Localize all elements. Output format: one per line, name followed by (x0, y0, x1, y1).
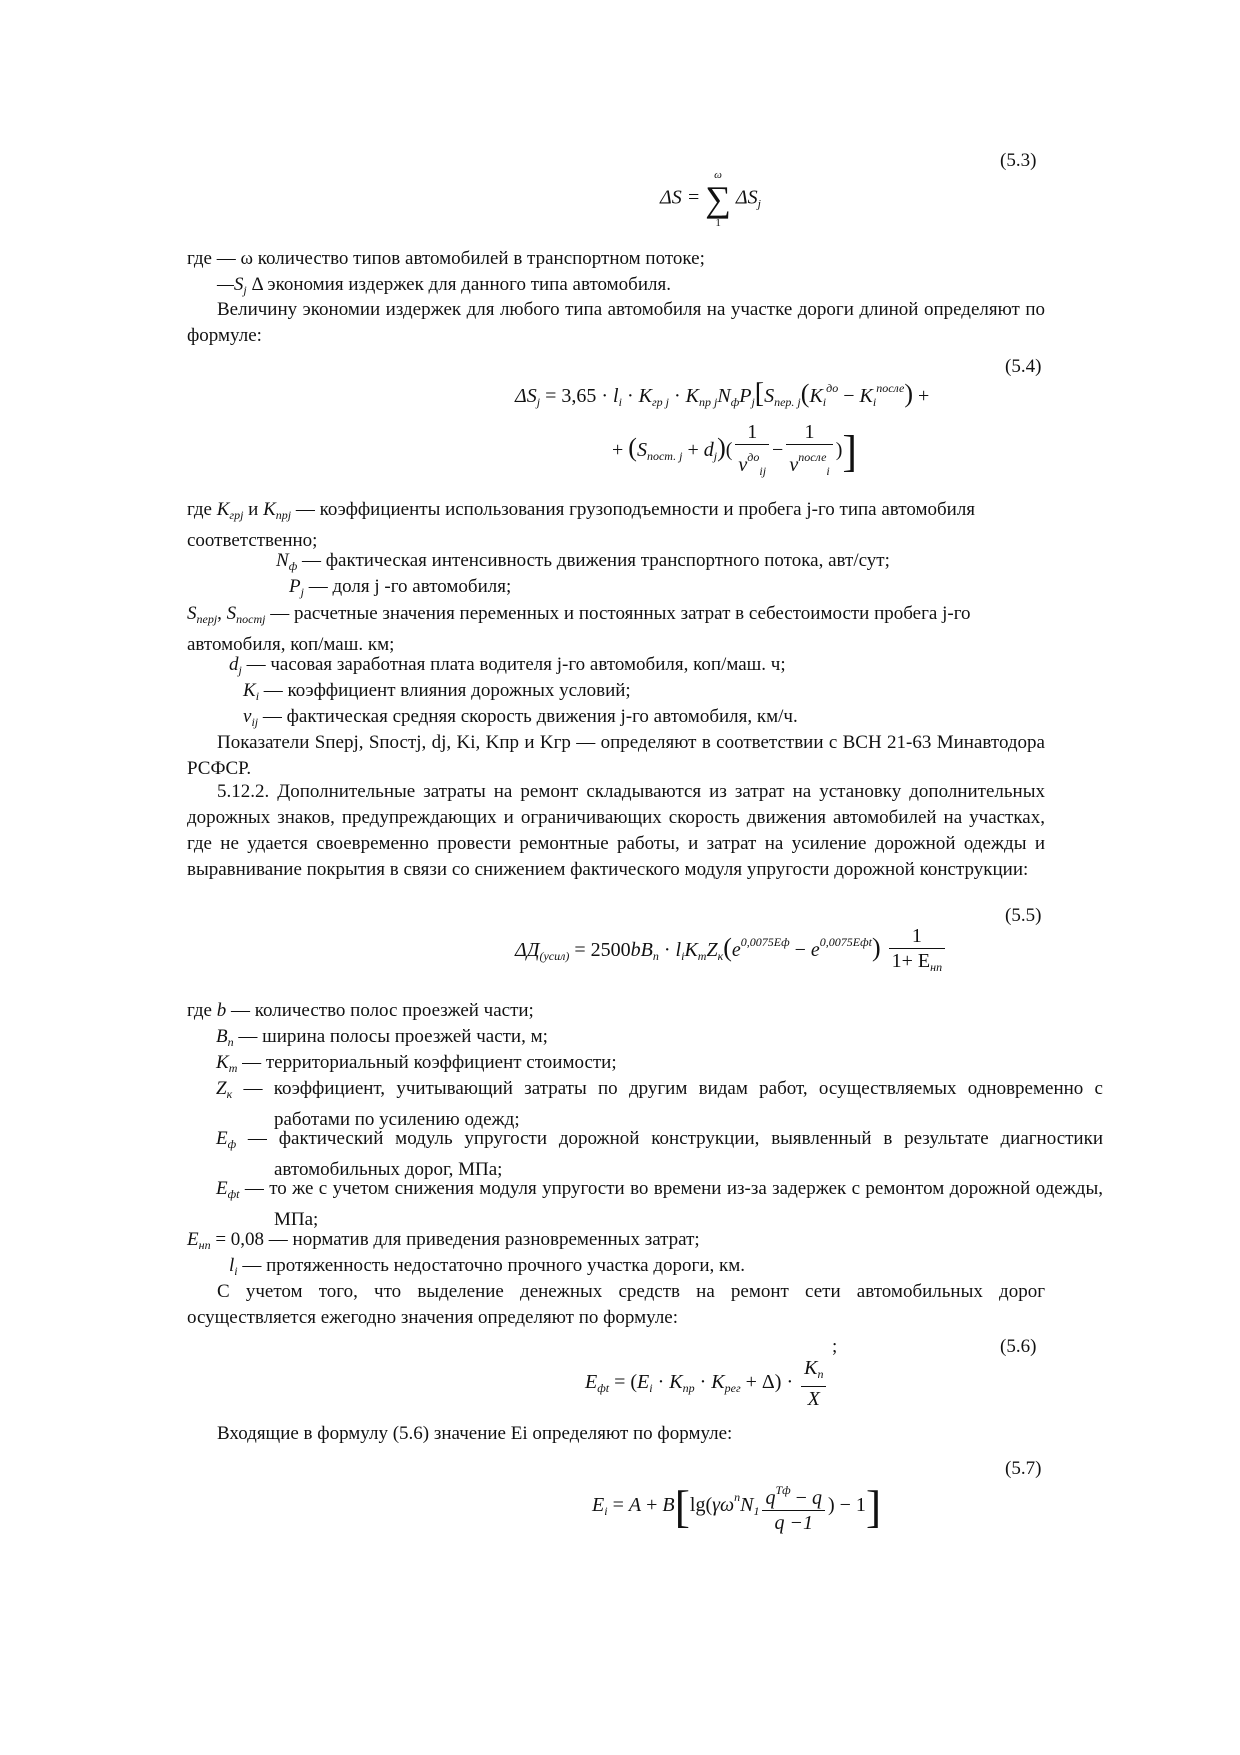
eq-number-5-7: (5.7) (1005, 1458, 1042, 1479)
sum-upper-limit: ω (714, 169, 722, 181)
where-5-3-line1: где — ω количество типов автомобилей в транспортном потоке; (187, 248, 705, 269)
paragraph-3: 5.12.2. Дополнительные затраты на ремонт складываются из затрат на установку дополнительных дорожных знаков, предупреждающих и ограничивающих скорость движения автомобилей на участках, где не удается своевременно провести ремонтные работы, и затрат на усиление дорожной одежды и выравнивание покрытия в связи со снижением фактического модуля упругости дорожной конструкции: (187, 781, 1045, 880)
where-5-4-item-1: $N_ф$ — фактическая интенсивность движения транспортного потока, авт/сут; (276, 550, 890, 573)
paragraph-1: Величину экономии издержек для любого типа автомобиля на участке дороги длиной определяют по формуле: (187, 299, 1045, 346)
eq-number-5-4: (5.4) (1005, 356, 1042, 377)
where-5-5-item-3: $Z_к$ — коэффициент, учитывающий затраты по другим видам работ, осуществляемых одновременно с работами по усилению одежд; (216, 1078, 1103, 1130)
eq-number-5-3: (5.3) (1000, 150, 1037, 171)
where-5-4-item-4: $d_j$ — часовая заработная плата водителя j-го автомобиля, коп/маш. ч; (229, 654, 786, 677)
where-5-5-item-7: $l_i$ — протяженность недостаточно прочного участка дороги, км. (229, 1255, 745, 1278)
formula-5-4-line1: $\Delta S_j = 3,65 \cdot l_i \cdot K_{гр j} \cdot K_{пр j}N_фP_j[S_{пер. j}(K_i^{до} - K_i^{после})$ + (515, 378, 930, 409)
eq-number-5-5: (5.5) (1005, 905, 1042, 926)
where-5-4-item-3: $S_{перj}$, $S_{постj}$ — расчетные значения переменных и постоянных затрат в себестоимости пробега j-го автомобиля, коп/маш. км; (187, 603, 971, 655)
where-5-5-item-2: $K_т$ — территориальный коэффициент стоимости; (216, 1052, 617, 1075)
paragraph-2: Показатели Sперj, Sпостj, dj, Ki, Kпр и Kгр — определяют в соответствии с ВСН 21-63 Минавтодора РСФСР. (187, 732, 1045, 779)
where-5-5-item-4: $E_ф$ — фактический модуль упругости дорожной конструкции, выявленный в результате диагностики автомобильных дорог, МПа; (216, 1128, 1103, 1180)
where-5-5-item-0: где b — количество полос проезжей части; (187, 1000, 534, 1021)
formula-rhs-sub: j (757, 196, 761, 211)
sum-symbol: ω ∑ 1 (705, 169, 731, 229)
where-5-4-item-0: где $K_{грj}$ и $K_{прj}$ — коэффициенты использования грузоподъемности и пробега j-го типа автомобиля соответственно; (187, 499, 976, 551)
where-5-4-item-6: $v_{ij}$ — фактическая средняя скорость движения j-го автомобиля, км/ч. (243, 706, 798, 729)
where-5-3-line2: $—S_j$ Δ экономия издержек для данного типа автомобиля. (217, 274, 671, 297)
formula-lhs: ΔS = (660, 186, 701, 209)
formula-5-5: $\Delta Д_{(усил)} = 2500bB_п \cdot l_iK_тZ_к(e^{0,0075Eф} - e^{0,0075Eфt})$ $\frac{1}{1+ E_{нп}}$ (515, 924, 948, 979)
formula-5-4-line2: + $(S_{пост. j} + d_j)$( $\frac{1}{v^{до}_{ij}}$ − $\frac{1}{v^{после}_i}$ )] (612, 421, 858, 478)
formula-5-7: $E_i = A + B[\lg(\gamma\omega^nN_1$ $\frac{q^{Tф} - q}{q -1}$ ) − 1] (592, 1478, 881, 1535)
formula-rhs: ΔS (735, 186, 758, 209)
formula-5-3 (660, 168, 761, 230)
where-5-4-item-5: $K_i$ — коэффициент влияния дорожных условий; (243, 680, 631, 703)
eq-5-6-semicolon: ; (832, 1336, 838, 1357)
paragraph-5: Входящие в формулу (5.6) значение Ei определяют по формуле: (217, 1423, 733, 1444)
formula-5-6: $E_{фt} = (E_i \cdot K_{пр} \cdot K_{рег} + \Delta)$ · $\frac{K_п}{X}$ (585, 1356, 829, 1411)
where-5-5-item-6: $E_{нп} = 0,08$ — норматив для приведения разновременных затрат; (187, 1229, 700, 1252)
where-5-5-item-5: $E_{фt}$ — то же с учетом снижения модуля упругости во времени из-за задержек с ремонтом дорожной одежды, МПа; (216, 1178, 1103, 1230)
eq-number-5-6: (5.6) (1000, 1336, 1037, 1357)
paragraph-4: С учетом того, что выделение денежных средств на ремонт сети автомобильных дорог осуществляется ежегодно значения определяют по формуле: (187, 1281, 1045, 1328)
where-5-5-item-1: $B_п$ — ширина полосы проезжей части, м; (216, 1026, 548, 1049)
where-5-4-item-2: $P_j$ — доля j -го автомобиля; (289, 576, 512, 599)
sum-lower-limit: 1 (715, 217, 721, 229)
